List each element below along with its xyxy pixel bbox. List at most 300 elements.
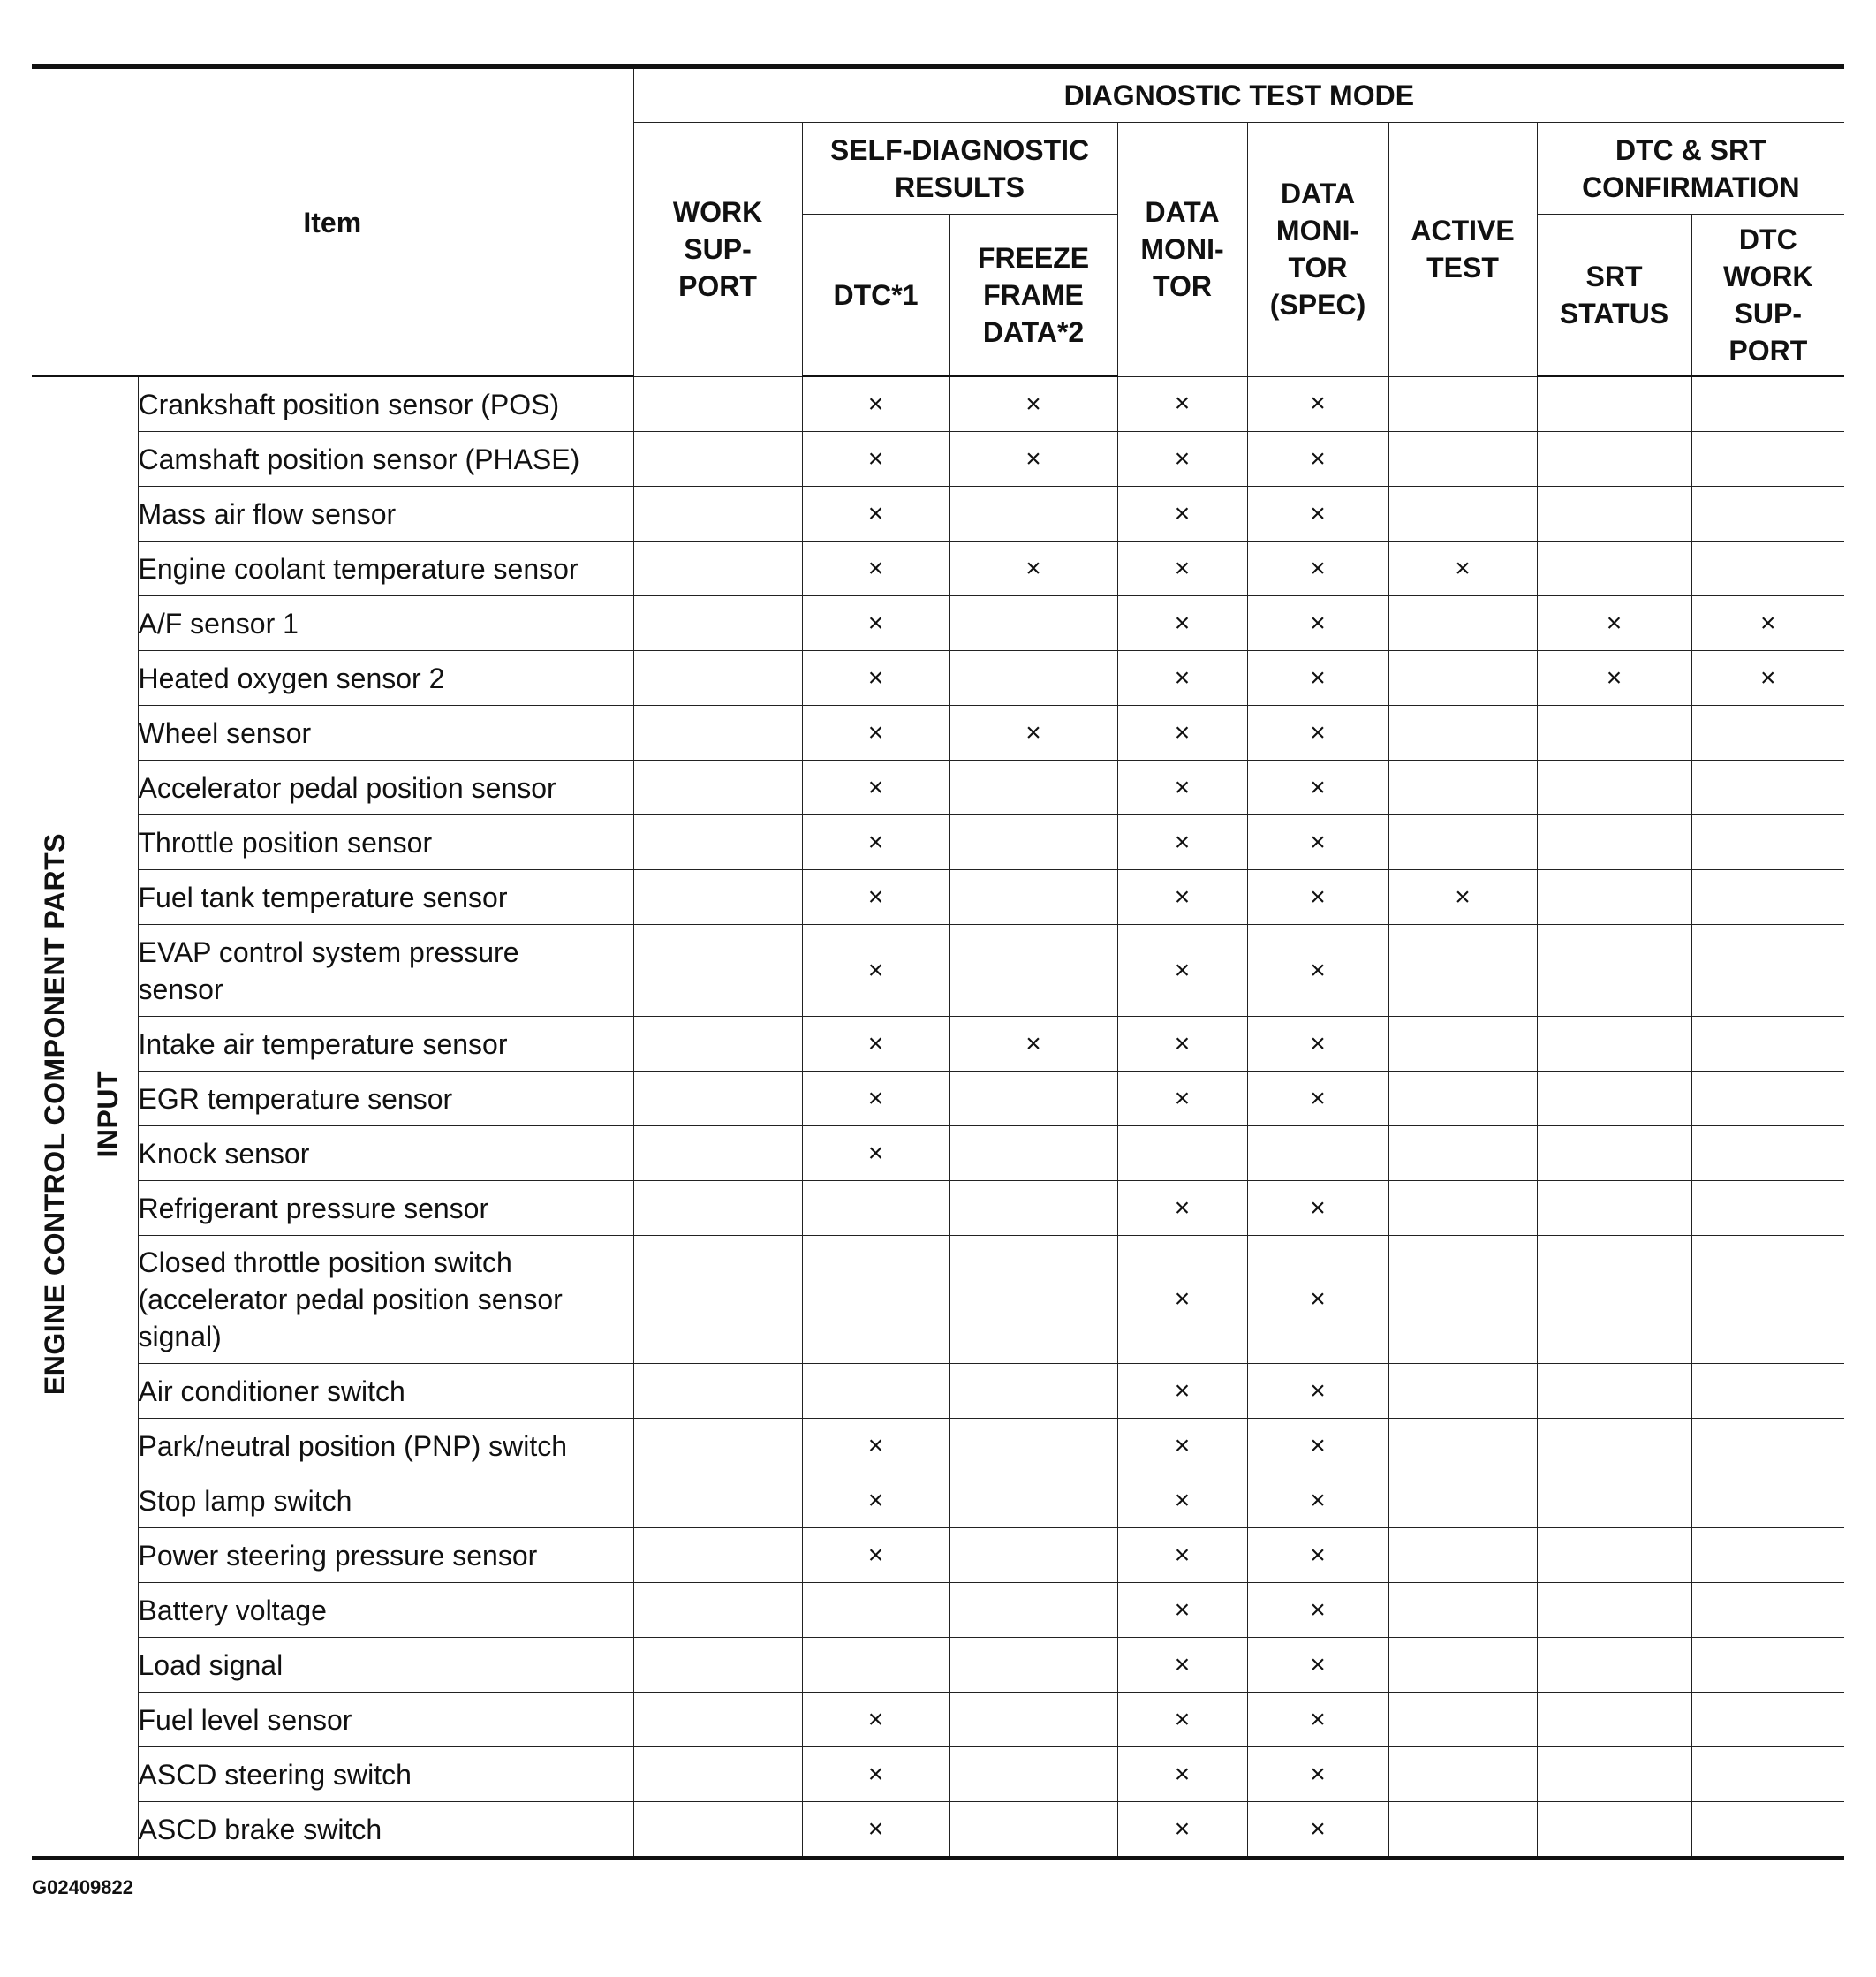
cell-active_test — [1388, 1747, 1537, 1802]
cell-data_monitor — [1117, 1802, 1247, 1859]
cell-dtc — [802, 1473, 949, 1528]
cell-data_monitor — [1117, 1638, 1247, 1693]
cell-freeze_frame — [949, 487, 1117, 542]
check-mark-icon: × — [1174, 1704, 1191, 1734]
cell-dtc — [802, 1638, 949, 1693]
check-mark-icon: × — [1310, 1594, 1326, 1625]
cell-srt_status — [1537, 1528, 1691, 1583]
check-mark-icon: × — [1174, 1649, 1191, 1679]
cell-active_test — [1388, 1017, 1537, 1072]
item-name: EVAP control system pressure sensor — [138, 925, 633, 1017]
table-row — [32, 1802, 1844, 1859]
check-mark-icon: × — [1174, 1028, 1191, 1058]
cell-srt_status — [1537, 815, 1691, 870]
check-mark-icon: × — [867, 553, 884, 583]
item-name: Accelerator pedal position sensor — [138, 761, 633, 815]
dtc-header — [802, 215, 949, 377]
cell-data_monitor_spec — [1247, 376, 1388, 432]
cell-srt_status — [1537, 925, 1691, 1017]
table-row — [32, 596, 1844, 651]
cell-srt_status — [1537, 1181, 1691, 1236]
check-mark-icon: × — [1310, 882, 1326, 912]
cell-active_test — [1388, 1181, 1537, 1236]
cell-data_monitor — [1117, 925, 1247, 1017]
cell-data_monitor_spec — [1247, 487, 1388, 542]
cell-freeze_frame — [949, 815, 1117, 870]
cell-data_monitor_spec — [1247, 1126, 1388, 1181]
cell-data_monitor — [1117, 706, 1247, 761]
dtc-text: DTC*1 — [833, 279, 919, 311]
cell-dtc_work_support — [1691, 1419, 1844, 1473]
check-mark-icon: × — [1606, 663, 1623, 693]
check-mark-icon: × — [1174, 498, 1191, 528]
check-mark-icon: × — [867, 955, 884, 985]
cell-freeze_frame — [949, 1528, 1117, 1583]
cell-data_monitor_spec — [1247, 596, 1388, 651]
check-mark-icon: × — [867, 663, 884, 693]
item-name: Closed throttle position switch (accelerator pedal position sensor signal) — [138, 1236, 633, 1364]
table-row — [32, 706, 1844, 761]
cell-work_support — [633, 1017, 802, 1072]
check-mark-icon: × — [867, 1028, 884, 1058]
cell-data_monitor — [1117, 1072, 1247, 1126]
cell-active_test — [1388, 1638, 1537, 1693]
table-row — [32, 1072, 1844, 1126]
item-name: Crankshaft position sensor (POS) — [138, 376, 633, 432]
check-mark-icon: × — [1174, 553, 1191, 583]
item-name: Air conditioner switch — [138, 1364, 633, 1419]
check-mark-icon: × — [1174, 443, 1191, 473]
check-mark-icon: × — [1174, 663, 1191, 693]
table-row — [32, 1747, 1844, 1802]
cell-dtc_work_support — [1691, 1072, 1844, 1126]
cell-data_monitor_spec — [1247, 1419, 1388, 1473]
cell-dtc — [802, 706, 949, 761]
check-mark-icon: × — [1174, 1594, 1191, 1625]
cell-srt_status — [1537, 706, 1691, 761]
cell-srt_status — [1537, 1236, 1691, 1364]
check-mark-icon: × — [867, 882, 884, 912]
cell-dtc — [802, 1364, 949, 1419]
table-row — [32, 761, 1844, 815]
cell-data_monitor_spec — [1247, 925, 1388, 1017]
cell-data_monitor — [1117, 376, 1247, 432]
cell-dtc — [802, 432, 949, 487]
cell-dtc — [802, 1528, 949, 1583]
check-mark-icon: × — [1174, 955, 1191, 985]
check-mark-icon: × — [1310, 553, 1326, 583]
cell-dtc_work_support — [1691, 1583, 1844, 1638]
check-mark-icon: × — [1174, 1193, 1191, 1223]
table-row — [32, 1126, 1844, 1181]
check-mark-icon: × — [1310, 955, 1326, 985]
self-diagnostic-results-header — [802, 123, 1117, 215]
check-mark-icon: × — [867, 1759, 884, 1789]
item-name: Camshaft position sensor (PHASE) — [138, 432, 633, 487]
check-mark-icon: × — [1174, 1759, 1191, 1789]
check-mark-icon: × — [867, 1814, 884, 1844]
check-mark-icon: × — [1174, 1430, 1191, 1460]
active-test-header — [1388, 123, 1537, 377]
check-mark-icon: × — [1310, 1540, 1326, 1570]
cell-dtc — [802, 376, 949, 432]
cell-srt_status — [1537, 1126, 1691, 1181]
check-mark-icon: × — [1310, 498, 1326, 528]
cell-dtc — [802, 596, 949, 651]
cell-dtc — [802, 542, 949, 596]
group-label: ENGINE CONTROL COMPONENT PARTS — [38, 833, 71, 1396]
cell-data_monitor — [1117, 1583, 1247, 1638]
cell-work_support — [633, 761, 802, 815]
active-test-text: ACTIVE TEST — [1411, 215, 1515, 284]
check-mark-icon: × — [867, 443, 884, 473]
cell-active_test — [1388, 1693, 1537, 1747]
table-row — [32, 925, 1844, 1017]
cell-active_test — [1388, 925, 1537, 1017]
item-name: Engine coolant temperature sensor — [138, 542, 633, 596]
check-mark-icon: × — [1174, 827, 1191, 857]
subgroup-label: INPUT — [92, 1071, 124, 1158]
cell-work_support — [633, 1802, 802, 1859]
check-mark-icon: × — [1310, 663, 1326, 693]
cell-dtc — [802, 1802, 949, 1859]
check-mark-icon: × — [1310, 1375, 1326, 1405]
cell-data_monitor — [1117, 870, 1247, 925]
cell-dtc — [802, 1181, 949, 1236]
cell-work_support — [633, 596, 802, 651]
cell-srt_status — [1537, 1583, 1691, 1638]
cell-srt_status — [1537, 1364, 1691, 1419]
cell-data_monitor — [1117, 1236, 1247, 1364]
check-mark-icon: × — [1174, 1375, 1191, 1405]
cell-dtc_work_support — [1691, 651, 1844, 706]
work-support-text: WORK SUP- PORT — [672, 196, 763, 303]
item-name: Fuel tank temperature sensor — [138, 870, 633, 925]
cell-active_test — [1388, 376, 1537, 432]
cell-dtc — [802, 1072, 949, 1126]
cell-active_test — [1388, 761, 1537, 815]
cell-freeze_frame — [949, 761, 1117, 815]
check-mark-icon: × — [1025, 443, 1041, 473]
check-mark-icon: × — [1174, 1814, 1191, 1844]
check-mark-icon: × — [1174, 1083, 1191, 1113]
table-row — [32, 870, 1844, 925]
cell-data_monitor — [1117, 1126, 1247, 1181]
cell-freeze_frame — [949, 1364, 1117, 1419]
item-name: ASCD steering switch — [138, 1747, 633, 1802]
cell-dtc_work_support — [1691, 925, 1844, 1017]
cell-dtc_work_support — [1691, 1747, 1844, 1802]
cell-dtc_work_support — [1691, 1638, 1844, 1693]
cell-dtc_work_support — [1691, 761, 1844, 815]
work-support-header — [633, 123, 802, 377]
figure-code: G02409822 — [32, 1876, 133, 1898]
check-mark-icon: × — [1174, 389, 1191, 419]
cell-dtc_work_support — [1691, 376, 1844, 432]
check-mark-icon: × — [867, 717, 884, 747]
cell-active_test — [1388, 1473, 1537, 1528]
dtc-work-support-text: DTC WORK SUP- PORT — [1723, 223, 1813, 367]
check-mark-icon: × — [1310, 608, 1326, 638]
cell-dtc — [802, 1017, 949, 1072]
cell-data_monitor — [1117, 815, 1247, 870]
cell-data_monitor_spec — [1247, 1236, 1388, 1364]
cell-freeze_frame — [949, 1236, 1117, 1364]
cell-srt_status — [1537, 1638, 1691, 1693]
cell-data_monitor_spec — [1247, 1181, 1388, 1236]
cell-freeze_frame — [949, 1473, 1117, 1528]
cell-work_support — [633, 706, 802, 761]
check-mark-icon: × — [1174, 717, 1191, 747]
table-row — [32, 815, 1844, 870]
data-monitor-text: DATA MONI- TOR — [1140, 196, 1224, 303]
cell-work_support — [633, 870, 802, 925]
check-mark-icon: × — [1310, 1759, 1326, 1789]
cell-srt_status — [1537, 1802, 1691, 1859]
cell-data_monitor_spec — [1247, 1017, 1388, 1072]
subgroup-label-cell — [79, 376, 138, 1859]
cell-active_test — [1388, 1419, 1537, 1473]
cell-active_test — [1388, 651, 1537, 706]
cell-dtc_work_support — [1691, 487, 1844, 542]
cell-dtc_work_support — [1691, 1693, 1844, 1747]
table-row — [32, 1638, 1844, 1693]
cell-work_support — [633, 1528, 802, 1583]
check-mark-icon: × — [1760, 608, 1776, 638]
item-name: Heated oxygen sensor 2 — [138, 651, 633, 706]
table-row — [32, 1583, 1844, 1638]
check-mark-icon: × — [1310, 827, 1326, 857]
check-mark-icon: × — [1310, 1028, 1326, 1058]
cell-srt_status — [1537, 542, 1691, 596]
srt-status-header — [1537, 215, 1691, 377]
cell-data_monitor_spec — [1247, 1747, 1388, 1802]
group-label-cell — [32, 376, 79, 1859]
cell-srt_status — [1537, 1072, 1691, 1126]
cell-data_monitor — [1117, 1181, 1247, 1236]
item-name: ASCD brake switch — [138, 1802, 633, 1859]
cell-freeze_frame — [949, 1419, 1117, 1473]
check-mark-icon: × — [1025, 717, 1041, 747]
cell-work_support — [633, 1181, 802, 1236]
cell-dtc_work_support — [1691, 1802, 1844, 1859]
cell-active_test — [1388, 706, 1537, 761]
cell-data_monitor_spec — [1247, 870, 1388, 925]
check-mark-icon: × — [1310, 443, 1326, 473]
cell-freeze_frame — [949, 925, 1117, 1017]
table-row — [32, 1181, 1844, 1236]
check-mark-icon: × — [867, 772, 884, 802]
check-mark-icon: × — [1310, 1649, 1326, 1679]
data-monitor-spec-header — [1247, 123, 1388, 377]
cell-dtc_work_support — [1691, 432, 1844, 487]
cell-active_test — [1388, 596, 1537, 651]
cell-freeze_frame — [949, 1583, 1117, 1638]
diagnostic-test-mode-table — [32, 64, 1844, 1860]
cell-freeze_frame — [949, 1802, 1117, 1859]
check-mark-icon: × — [867, 1704, 884, 1734]
cell-data_monitor — [1117, 542, 1247, 596]
cell-dtc — [802, 925, 949, 1017]
table-row — [32, 542, 1844, 596]
cell-data_monitor_spec — [1247, 761, 1388, 815]
item-name: Intake air temperature sensor — [138, 1017, 633, 1072]
cell-srt_status — [1537, 651, 1691, 706]
cell-dtc_work_support — [1691, 1017, 1844, 1072]
cell-active_test — [1388, 1583, 1537, 1638]
dtc-work-support-header — [1691, 215, 1844, 377]
item-name: Refrigerant pressure sensor — [138, 1181, 633, 1236]
check-mark-icon: × — [867, 608, 884, 638]
check-mark-icon: × — [1310, 1485, 1326, 1515]
cell-freeze_frame — [949, 1126, 1117, 1181]
cell-dtc_work_support — [1691, 815, 1844, 870]
check-mark-icon: × — [1025, 553, 1041, 583]
cell-work_support — [633, 1072, 802, 1126]
cell-work_support — [633, 1638, 802, 1693]
cell-dtc_work_support — [1691, 870, 1844, 925]
cell-srt_status — [1537, 870, 1691, 925]
cell-active_test — [1388, 487, 1537, 542]
cell-work_support — [633, 432, 802, 487]
cell-work_support — [633, 1693, 802, 1747]
cell-work_support — [633, 1236, 802, 1364]
diagnostic-test-mode-header — [633, 67, 1844, 123]
cell-dtc — [802, 815, 949, 870]
cell-srt_status — [1537, 1419, 1691, 1473]
cell-work_support — [633, 1364, 802, 1419]
table-row — [32, 1528, 1844, 1583]
cell-data_monitor — [1117, 432, 1247, 487]
cell-active_test — [1388, 1126, 1537, 1181]
cell-freeze_frame — [949, 1638, 1117, 1693]
cell-active_test — [1388, 1072, 1537, 1126]
cell-work_support — [633, 1583, 802, 1638]
cell-dtc — [802, 487, 949, 542]
item-name: Fuel level sensor — [138, 1693, 633, 1747]
cell-data_monitor — [1117, 1747, 1247, 1802]
cell-dtc — [802, 1126, 949, 1181]
cell-active_test — [1388, 1236, 1537, 1364]
cell-work_support — [633, 1473, 802, 1528]
check-mark-icon: × — [1760, 663, 1776, 693]
cell-srt_status — [1537, 761, 1691, 815]
cell-dtc_work_support — [1691, 1473, 1844, 1528]
check-mark-icon: × — [867, 827, 884, 857]
cell-dtc_work_support — [1691, 542, 1844, 596]
cell-data_monitor_spec — [1247, 1802, 1388, 1859]
check-mark-icon: × — [1025, 1028, 1041, 1058]
cell-freeze_frame — [949, 542, 1117, 596]
cell-data_monitor_spec — [1247, 1528, 1388, 1583]
cell-freeze_frame — [949, 1747, 1117, 1802]
cell-work_support — [633, 376, 802, 432]
cell-data_monitor_spec — [1247, 542, 1388, 596]
check-mark-icon: × — [1455, 553, 1471, 583]
cell-srt_status — [1537, 1473, 1691, 1528]
cell-dtc_work_support — [1691, 596, 1844, 651]
table-row — [32, 1693, 1844, 1747]
check-mark-icon: × — [867, 1430, 884, 1460]
cell-srt_status — [1537, 487, 1691, 542]
cell-data_monitor_spec — [1247, 1638, 1388, 1693]
check-mark-icon: × — [1310, 1193, 1326, 1223]
table-row — [32, 376, 1844, 432]
cell-work_support — [633, 925, 802, 1017]
cell-freeze_frame — [949, 651, 1117, 706]
cell-dtc_work_support — [1691, 1181, 1844, 1236]
item-name: A/F sensor 1 — [138, 596, 633, 651]
cell-data_monitor_spec — [1247, 706, 1388, 761]
cell-data_monitor — [1117, 761, 1247, 815]
check-mark-icon: × — [867, 1540, 884, 1570]
check-mark-icon: × — [867, 498, 884, 528]
check-mark-icon: × — [1310, 1430, 1326, 1460]
item-name: Load signal — [138, 1638, 633, 1693]
check-mark-icon: × — [867, 1485, 884, 1515]
cell-freeze_frame — [949, 706, 1117, 761]
cell-active_test — [1388, 1528, 1537, 1583]
cell-srt_status — [1537, 1693, 1691, 1747]
cell-work_support — [633, 651, 802, 706]
cell-dtc — [802, 1236, 949, 1364]
check-mark-icon: × — [1174, 772, 1191, 802]
cell-data_monitor — [1117, 1017, 1247, 1072]
cell-work_support — [633, 542, 802, 596]
cell-freeze_frame — [949, 1072, 1117, 1126]
check-mark-icon: × — [867, 1138, 884, 1168]
freeze-frame-data-text: FREEZE FRAME DATA*2 — [977, 242, 1090, 348]
self-diagnostic-results-text: SELF-DIAGNOSTIC RESULTS — [829, 133, 1090, 203]
cell-data_monitor_spec — [1247, 1583, 1388, 1638]
cell-dtc — [802, 870, 949, 925]
cell-freeze_frame — [949, 432, 1117, 487]
cell-freeze_frame — [949, 1181, 1117, 1236]
item-name: Stop lamp switch — [138, 1473, 633, 1528]
cell-work_support — [633, 815, 802, 870]
cell-data_monitor_spec — [1247, 1364, 1388, 1419]
check-mark-icon: × — [867, 1083, 884, 1113]
table-row — [32, 1364, 1844, 1419]
cell-srt_status — [1537, 376, 1691, 432]
table-body — [32, 376, 1844, 1859]
table-row — [32, 651, 1844, 706]
cell-data_monitor_spec — [1247, 1693, 1388, 1747]
cell-dtc_work_support — [1691, 1126, 1844, 1181]
check-mark-icon: × — [867, 389, 884, 419]
cell-data_monitor — [1117, 1364, 1247, 1419]
table-row — [32, 487, 1844, 542]
cell-dtc — [802, 1747, 949, 1802]
cell-active_test — [1388, 815, 1537, 870]
check-mark-icon: × — [1310, 1284, 1326, 1314]
table-row — [32, 1236, 1844, 1364]
table-row — [32, 1473, 1844, 1528]
cell-data_monitor_spec — [1247, 651, 1388, 706]
cell-data_monitor_spec — [1247, 815, 1388, 870]
cell-srt_status — [1537, 596, 1691, 651]
item-name: Mass air flow sensor — [138, 487, 633, 542]
check-mark-icon: × — [1174, 1284, 1191, 1314]
cell-srt_status — [1537, 1747, 1691, 1802]
cell-freeze_frame — [949, 1693, 1117, 1747]
item-header-text: Item — [303, 206, 362, 239]
cell-work_support — [633, 1747, 802, 1802]
check-mark-icon: × — [1174, 608, 1191, 638]
item-header — [32, 67, 633, 377]
check-mark-icon: × — [1606, 608, 1623, 638]
cell-work_support — [633, 1419, 802, 1473]
